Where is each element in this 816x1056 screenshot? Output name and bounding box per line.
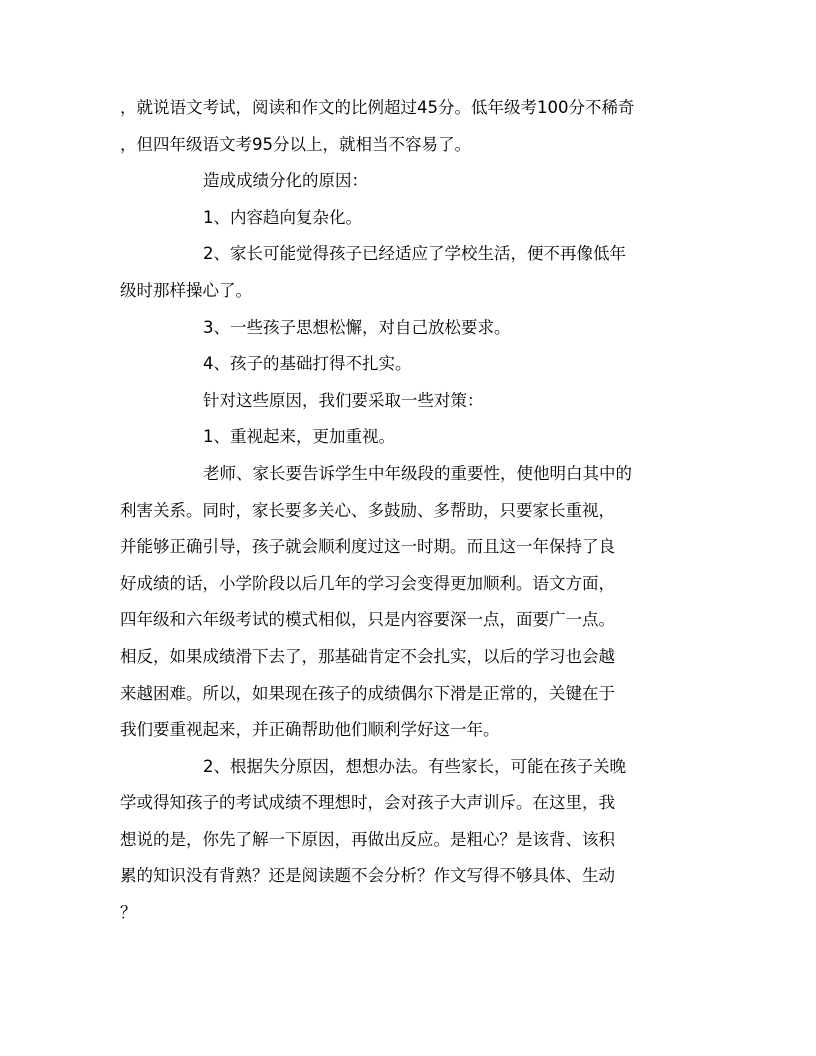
section-heading: 造成成绩分化的原因： — [203, 171, 368, 191]
text-line: 利害关系。同时，家长要多关心、多鼓励、多帮助，只要家长重视， — [120, 500, 615, 520]
section-heading: 针对这些原因，我们要采取一些对策： — [203, 390, 484, 410]
text-line: ？ — [120, 903, 137, 923]
list-item: 1、内容趋向复杂化。 — [203, 207, 362, 227]
text-line: 累的知识没有背熟？还是阅读题不会分析？作文写得不够具体、生动 — [120, 866, 615, 886]
text-line: 来越困难。所以，如果现在孩子的成绩偶尔下滑是正常的，关键在于 — [120, 683, 615, 703]
list-item: 4、孩子的基础打得不扎实。 — [203, 354, 412, 374]
text-line: 好成绩的话，小学阶段以后几年的学习会变得更加顺利。语文方面， — [120, 573, 615, 593]
list-item: 2、根据失分原因，想想办法。有些家长，可能在孩子关晚 — [203, 756, 626, 776]
document-body — [120, 90, 696, 932]
list-item: 3、一些孩子思想松懈，对自己放松要求。 — [203, 317, 511, 337]
text-line: 想说的是，你先了解一下原因，再做出反应。是粗心？是该背、该积 — [120, 829, 615, 849]
text-line: 我们要重视起来，并正确帮助他们顺利学好这一年。 — [120, 720, 500, 740]
text-line: 四年级和六年级考试的模式相似，只是内容要深一点，面要广一点。 — [120, 610, 615, 630]
text-line: 级时那样操心了。 — [120, 280, 252, 300]
list-item: 1、重视起来，更加重视。 — [203, 427, 395, 447]
paragraph-start: 老师、家长要告诉学生中年级段的重要性，使他明白其中的 — [203, 463, 632, 483]
text-line: 并能够正确引导，孩子就会顺利度过这一时期。而且这一年保持了良 — [120, 537, 615, 557]
text-line: ，就说语文考试，阅读和作文的比例超过45分。低年级考100分不稀奇 — [120, 98, 635, 117]
list-item: 2、家长可能觉得孩子已经适应了学校生活，便不再像低年 — [203, 244, 626, 264]
text-line: 学或得知孩子的考试成绩不理想时，会对孩子大声训斥。在这里，我 — [120, 793, 615, 813]
text-line: ，但四年级语文考95分以上，就相当不容易了。 — [120, 134, 471, 154]
text-line: 相反，如果成绩滑下去了，那基础肯定不会扎实，以后的学习也会越 — [120, 646, 615, 666]
